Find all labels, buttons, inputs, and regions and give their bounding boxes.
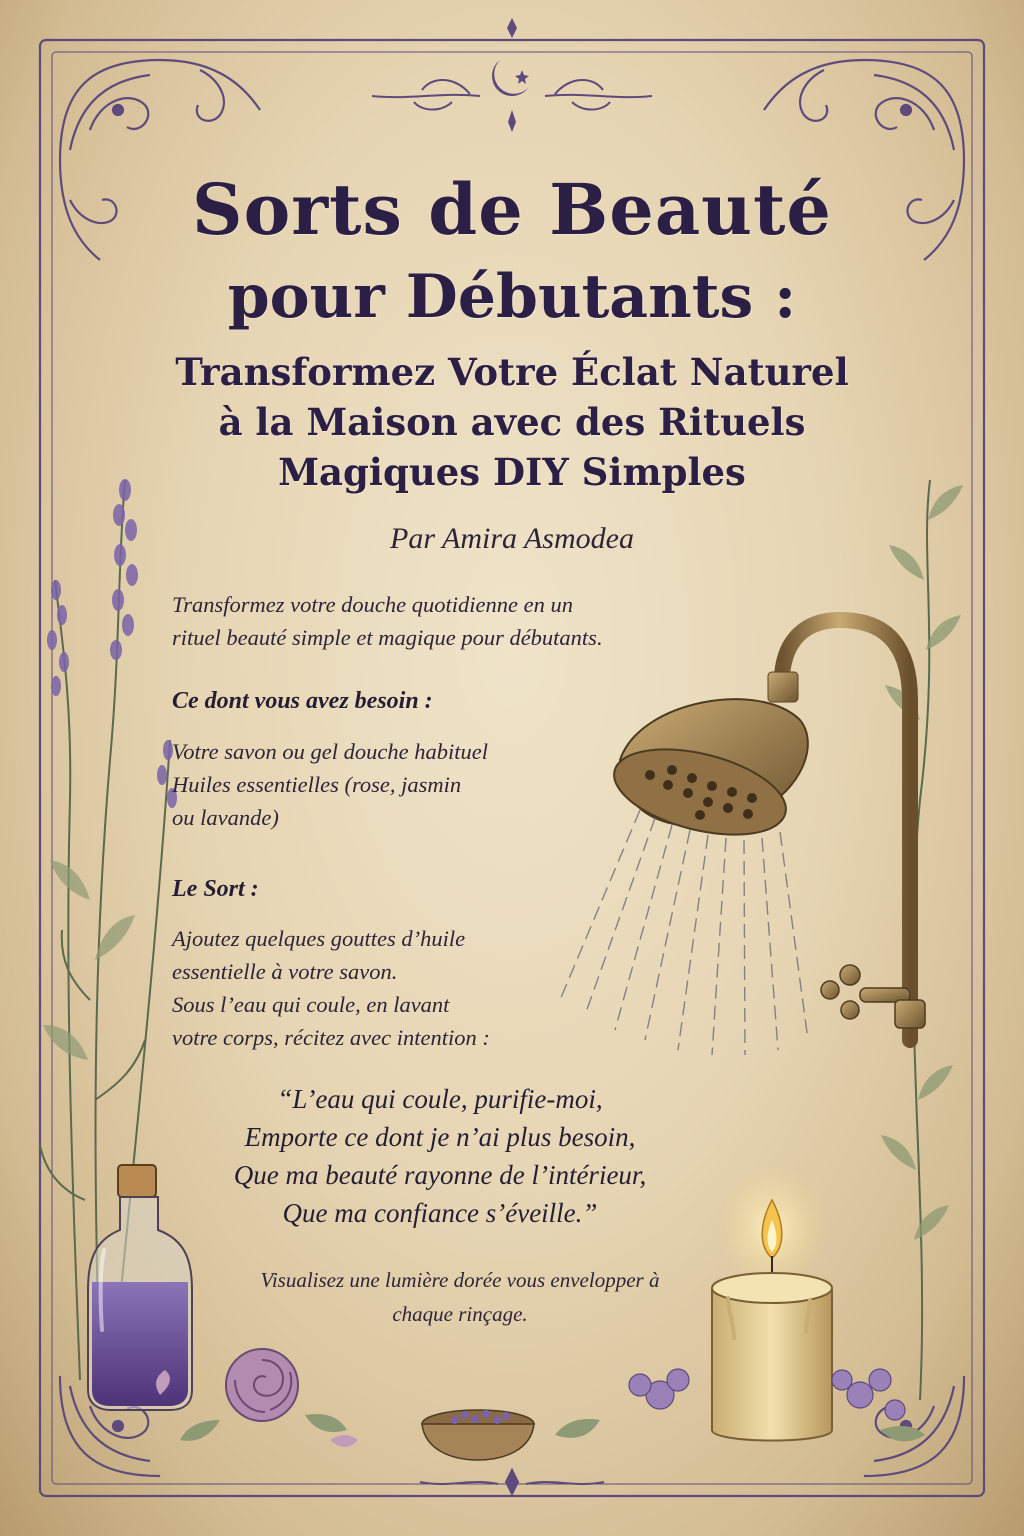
herb-bowl-icon xyxy=(422,1410,534,1460)
needs-item: Votre savon ou gel douche habituel xyxy=(172,739,488,764)
spell-heading: Le Sort : xyxy=(172,876,259,902)
intro-paragraph xyxy=(172,588,603,654)
needs-heading: Ce dont vous avez besoin : xyxy=(172,688,433,714)
spell-line: Sous l’eau qui coule, en lavant xyxy=(172,992,450,1017)
incantation-line: “L’eau qui coule, purifie-moi, xyxy=(277,1084,603,1114)
incantation-line: Emporte ce dont je n’ai plus besoin, xyxy=(244,1122,636,1152)
needs-item: Huiles essentielles (rose, jasmin xyxy=(172,772,462,797)
spell-instructions xyxy=(172,922,490,1054)
spell-line: votre corps, récitez avec intention : xyxy=(172,1025,490,1050)
closing-line: chaque rinçage. xyxy=(392,1302,528,1326)
shower-head-icon xyxy=(560,620,925,1055)
subtitle-line-1: Transformez Votre Éclat Naturel xyxy=(175,350,849,394)
incantation-line: Que ma beauté rayonne de l’intérieur, xyxy=(233,1160,647,1190)
crescent-moon-icon xyxy=(372,18,652,132)
vine-right xyxy=(881,480,963,1400)
spell-line: essentielle à votre savon. xyxy=(172,959,398,984)
intro-line: rituel beauté simple et magique pour débutants. xyxy=(172,625,603,650)
needs-list xyxy=(172,735,488,834)
spell-line: Ajoutez quelques gouttes d’huile xyxy=(172,926,466,951)
bottom-ornament xyxy=(420,1470,604,1494)
page-title-second-line: pour Débutants : xyxy=(227,262,797,332)
closing-instruction xyxy=(170,1263,750,1331)
author-byline: Par Amira Asmodea xyxy=(390,522,634,555)
incantation-line: Que ma confiance s’éveille.” xyxy=(282,1198,598,1228)
intro-line: Transformez votre douche quotidienne en un xyxy=(172,592,573,617)
page-title: Sorts de Beauté xyxy=(192,168,832,251)
subtitle-line-2: à la Maison avec des Rituels xyxy=(218,400,806,444)
needs-item: ou lavande) xyxy=(172,805,279,830)
incantation xyxy=(0,1080,880,1232)
subtitle-line-3: Magiques DIY Simples xyxy=(278,450,746,494)
closing-line: Visualisez une lumière dorée vous envelopper à xyxy=(260,1268,660,1292)
